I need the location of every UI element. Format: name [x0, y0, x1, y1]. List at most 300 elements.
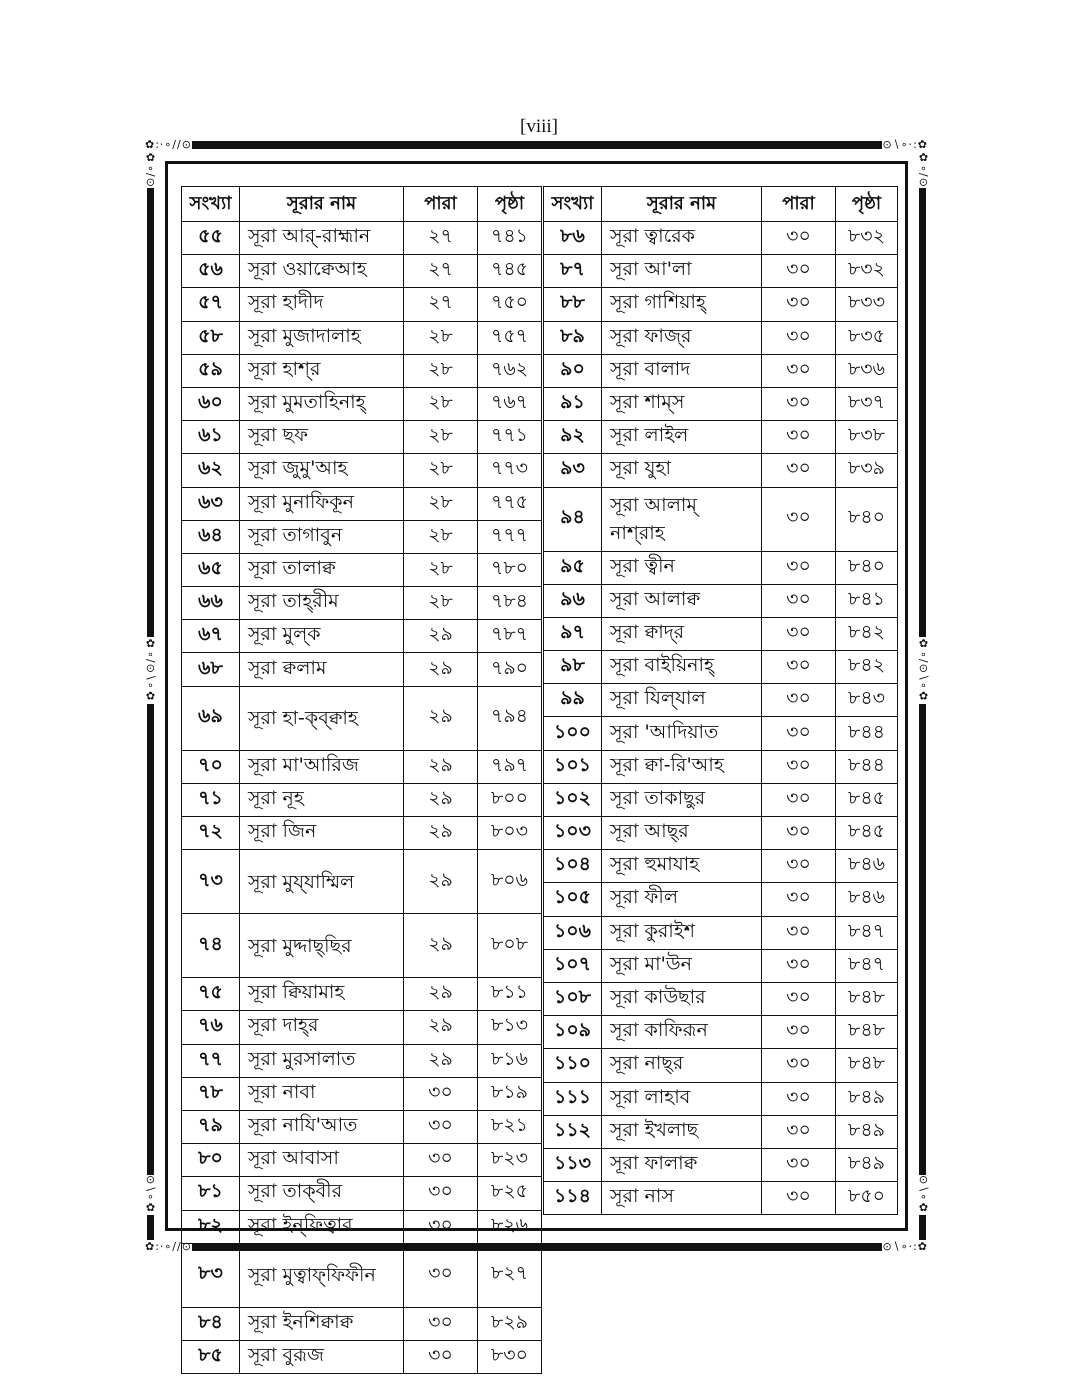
table-row: [544, 783, 898, 816]
table-row: [182, 1110, 542, 1143]
table-row: [182, 354, 542, 387]
surah-name: সূরা ইন্‌ফিত্বার: [240, 1210, 404, 1243]
table-row: [544, 684, 898, 717]
para-number: ২৭: [404, 255, 478, 288]
para-number: ৩০: [762, 717, 836, 750]
table-row: [544, 817, 898, 850]
para-number: ৩০: [762, 387, 836, 420]
para-number: ২৭: [404, 288, 478, 321]
para-number: ৩০: [762, 222, 836, 255]
surah-name: সূরা ত্বারেক: [602, 222, 762, 255]
page-number-cell: ৭৭৭: [478, 520, 542, 553]
table-row: [544, 949, 898, 982]
table-row: [544, 421, 898, 454]
table-row: [182, 587, 542, 620]
para-number: ৩০: [404, 1110, 478, 1143]
para-number: ২৮: [404, 587, 478, 620]
page-number-cell: ৮৪৬: [836, 850, 898, 883]
page-number-cell: ৮১১: [478, 978, 542, 1011]
page-number-cell: ৮২৯: [478, 1307, 542, 1340]
para-number: ৩০: [404, 1177, 478, 1210]
para-number: ৩০: [762, 584, 836, 617]
surah-name: সূরা জুমু'আহ: [240, 454, 404, 487]
table-row: [544, 387, 898, 420]
page-number-cell: ৭৬৭: [478, 387, 542, 420]
header-para: পারা: [762, 187, 836, 222]
surah-name: সূরা মুত্বাফ্‌ফিফীন: [240, 1243, 404, 1307]
surah-number: ৭৮: [182, 1077, 240, 1110]
table-row: [182, 1210, 542, 1243]
surah-name: সূরা মুমতাহিনাহ্: [240, 387, 404, 420]
table-row: [544, 617, 898, 650]
surah-number: ৯১: [544, 387, 602, 420]
surah-number: ৬১: [182, 421, 240, 454]
surah-number: ১১১: [544, 1082, 602, 1115]
para-number: ২৭: [404, 222, 478, 255]
table-row: [544, 850, 898, 883]
surah-name: সূরা ফালাক্ব: [602, 1148, 762, 1181]
surah-name: সূরা তাকাছুর: [602, 783, 762, 816]
para-number: ৩০: [762, 454, 836, 487]
table-row: [182, 1340, 542, 1373]
surah-number: ৬৩: [182, 487, 240, 520]
para-number: ২৯: [404, 686, 478, 750]
surah-number: ৭৪: [182, 914, 240, 978]
table-row: [544, 1182, 898, 1215]
surah-name: সূরা তালাক্ব: [240, 553, 404, 586]
page-number-cell: ৮৪৭: [836, 949, 898, 982]
page-number-cell: ৭৯৪: [478, 686, 542, 750]
surah-table-right: [543, 186, 898, 1215]
surah-name: সূরা তাহ্‌রীম: [240, 587, 404, 620]
page-number-cell: ৮৫০: [836, 1182, 898, 1215]
surah-name: সূরা মুনাফিকূন: [240, 487, 404, 520]
surah-number: ১০৯: [544, 1016, 602, 1049]
surah-name: সূরা দাহ্‌র: [240, 1011, 404, 1044]
page-number-cell: ৮৪৫: [836, 783, 898, 816]
table-row: [544, 717, 898, 750]
para-number: ৩০: [762, 1016, 836, 1049]
page-number-cell: ৮৩৩: [836, 288, 898, 321]
table-row: [182, 1011, 542, 1044]
corner-ornament-icon: ✿:⋅∘∕∕⊙: [145, 1240, 192, 1253]
page-number: [viii]: [520, 116, 558, 137]
surah-name: সূরা আর্-রাহ্মান: [240, 222, 404, 255]
surah-number: ৯৪: [544, 487, 602, 551]
table-row: [544, 1115, 898, 1148]
surah-name: সূরা ইনশিক্বাক্ব: [240, 1307, 404, 1340]
surah-number: ৮১: [182, 1177, 240, 1210]
surah-name: সূরা ক্বলাম: [240, 653, 404, 686]
para-number: ২৮: [404, 321, 478, 354]
header-page: পৃষ্ঠা: [836, 187, 898, 222]
surah-number: ১১৩: [544, 1148, 602, 1181]
surah-number: ৯৮: [544, 651, 602, 684]
surah-number: ৭৫: [182, 978, 240, 1011]
para-number: ৩০: [762, 421, 836, 454]
para-number: ৩০: [762, 1082, 836, 1115]
table-row: [182, 1077, 542, 1110]
surah-name: সূরা যিল্‌যাল: [602, 684, 762, 717]
page-number-cell: ৭৭৫: [478, 487, 542, 520]
para-number: ৩০: [762, 617, 836, 650]
page-number-cell: ৮০৬: [478, 850, 542, 914]
para-number: ৩০: [404, 1210, 478, 1243]
surah-number: ১০২: [544, 783, 602, 816]
page-number-cell: ৭৭৩: [478, 454, 542, 487]
table-row: [182, 288, 542, 321]
surah-name: সূরা মুদ্দাছ্‌ছির: [240, 914, 404, 978]
para-number: ৩০: [762, 982, 836, 1015]
page-number-cell: ৭৮০: [478, 553, 542, 586]
side-ornament-icon: ✿∘∕⊙: [917, 151, 930, 188]
para-number: ৩০: [762, 487, 836, 551]
surah-number: ৮০: [182, 1144, 240, 1177]
table-row: [544, 255, 898, 288]
surah-name: সূরা 'আদিয়াত: [602, 717, 762, 750]
page-number-cell: ৮০০: [478, 783, 542, 816]
para-number: ৩০: [762, 288, 836, 321]
page-number-cell: ৮০৮: [478, 914, 542, 978]
side-ornament-icon: ⊙∖∘✿: [144, 1174, 157, 1215]
corner-ornament-icon: ⊙∖∘⋅:✿: [882, 138, 928, 151]
table-row: [544, 1049, 898, 1082]
para-number: ৩০: [762, 1182, 836, 1215]
table-row: [182, 553, 542, 586]
surah-name: সূরা মা'উন: [602, 949, 762, 982]
page-number-cell: ৭৪১: [478, 222, 542, 255]
side-ornament-icon: ✿∘∕⊙∖∘✿: [917, 637, 930, 704]
para-number: ৩০: [762, 321, 836, 354]
surah-name: সূরা হুমাযাহ: [602, 850, 762, 883]
table-row: [182, 520, 542, 553]
table-row: [182, 487, 542, 520]
page-number-cell: ৭৭১: [478, 421, 542, 454]
page-number-cell: ৮৪২: [836, 617, 898, 650]
para-number: ৩০: [762, 651, 836, 684]
table-row: [544, 222, 898, 255]
surah-number: ৮২: [182, 1210, 240, 1243]
para-number: ৩০: [762, 1148, 836, 1181]
page-number-cell: ৭৯৭: [478, 750, 542, 783]
surah-name: সূরা মুয্‌যাম্মিল: [240, 850, 404, 914]
table-row: [182, 620, 542, 653]
para-number: ২৮: [404, 553, 478, 586]
surah-number: ৬০: [182, 387, 240, 420]
surah-name: সূরা ফাজ্‌র: [602, 321, 762, 354]
para-number: ৩০: [762, 354, 836, 387]
para-number: ৩০: [762, 817, 836, 850]
table-row: [182, 1307, 542, 1340]
page-number-cell: ৮২৫: [478, 1177, 542, 1210]
table-row: [544, 916, 898, 949]
page-number-cell: ৮৪৬: [836, 883, 898, 916]
table-row: [544, 551, 898, 584]
para-number: ২৯: [404, 1044, 478, 1077]
table-row: [182, 1177, 542, 1210]
para-number: ২৯: [404, 914, 478, 978]
para-number: ৩০: [762, 1115, 836, 1148]
para-number: ২৯: [404, 783, 478, 816]
page-number-cell: ৮৪৪: [836, 750, 898, 783]
table-row: [182, 978, 542, 1011]
surah-name: সূরা মুজাদালাহ: [240, 321, 404, 354]
surah-number: ১০০: [544, 717, 602, 750]
table-row: [544, 651, 898, 684]
surah-name: সূরা আলাক্ব: [602, 584, 762, 617]
surah-name: সূরা নাযি'আত: [240, 1110, 404, 1143]
surah-name: সূরা তাগাবুন: [240, 520, 404, 553]
surah-number: ১১০: [544, 1049, 602, 1082]
page-number-cell: ৮১৩: [478, 1011, 542, 1044]
surah-name: সূরা নূহ: [240, 783, 404, 816]
page-number-cell: ৮২৭: [478, 1243, 542, 1307]
surah-number: ৯৫: [544, 551, 602, 584]
surah-number: ৫৯: [182, 354, 240, 387]
surah-number: ৯৩: [544, 454, 602, 487]
surah-name: সূরা আবাসা: [240, 1144, 404, 1177]
page-number-cell: ৮১৯: [478, 1077, 542, 1110]
table-row: [182, 783, 542, 816]
table-row: [182, 1044, 542, 1077]
header-number: সংখ্যা: [182, 187, 240, 222]
page-number-cell: ৮৪০: [836, 487, 898, 551]
side-ornament-icon: ✿∘∕⊙∖∘✿: [144, 637, 157, 704]
surah-name: সূরা বালাদ: [602, 354, 762, 387]
surah-number: ৯০: [544, 354, 602, 387]
table-row: [544, 1082, 898, 1115]
table-row: [182, 454, 542, 487]
para-number: ৩০: [404, 1340, 478, 1373]
surah-number: ৯২: [544, 421, 602, 454]
page-number-cell: ৮৪২: [836, 651, 898, 684]
surah-name: সূরা মা'আরিজ: [240, 750, 404, 783]
table-row: [182, 817, 542, 850]
page-number-cell: ৮৪৭: [836, 916, 898, 949]
para-number: ২৮: [404, 520, 478, 553]
table-row: [544, 487, 898, 551]
table-header: [544, 187, 898, 222]
surah-name: সূরা জিন: [240, 817, 404, 850]
surah-number: ৬৬: [182, 587, 240, 620]
page-number-cell: ৮৩২: [836, 222, 898, 255]
header-number: সংখ্যা: [544, 187, 602, 222]
surah-name: সূরা কাউছার: [602, 982, 762, 1015]
page-number-cell: ৮৩৯: [836, 454, 898, 487]
table-row: [182, 850, 542, 914]
surah-number: ৭৬: [182, 1011, 240, 1044]
table-row: [182, 421, 542, 454]
surah-name: সূরা গাশিয়াহ্: [602, 288, 762, 321]
content-box: [165, 161, 908, 1366]
surah-name: সূরা ত্বীন: [602, 551, 762, 584]
side-ornament-icon: ✿∘∕⊙: [144, 151, 157, 188]
page-number-cell: ৮৪৮: [836, 982, 898, 1015]
para-number: ২৯: [404, 1011, 478, 1044]
page-number-cell: ৮৪৮: [836, 1016, 898, 1049]
table-row: [182, 1144, 542, 1177]
surah-name: সূরা কাফিরূন: [602, 1016, 762, 1049]
surah-number: ১০৪: [544, 850, 602, 883]
surah-number: ৯৯: [544, 684, 602, 717]
para-number: ৩০: [762, 783, 836, 816]
para-number: ৩০: [762, 883, 836, 916]
surah-name: সূরা হাশ্‌র: [240, 354, 404, 387]
surah-number: ৮৭: [544, 255, 602, 288]
table-row: [182, 750, 542, 783]
surah-number: ১০১: [544, 750, 602, 783]
table-row: [182, 321, 542, 354]
para-number: ২৯: [404, 620, 478, 653]
table-row: [544, 1148, 898, 1181]
surah-number: ১০৭: [544, 949, 602, 982]
page-number-cell: ৮৪৯: [836, 1148, 898, 1181]
surah-name: সূরা বুরূজ: [240, 1340, 404, 1373]
surah-name: সূরা ক্বাদ্‌র: [602, 617, 762, 650]
surah-number: ৮৮: [544, 288, 602, 321]
surah-name: সূরা আ'লা: [602, 255, 762, 288]
table-row: [544, 883, 898, 916]
page-number-cell: ৮৪৯: [836, 1115, 898, 1148]
table-row: [182, 1243, 542, 1307]
surah-number: ৬৪: [182, 520, 240, 553]
surah-name: সূরা ইখলাছ: [602, 1115, 762, 1148]
para-number: ৩০: [762, 255, 836, 288]
table-row: [544, 288, 898, 321]
para-number: ৩০: [762, 850, 836, 883]
surah-number: ৬৭: [182, 620, 240, 653]
surah-number: ৫৭: [182, 288, 240, 321]
surah-name: সূরা লাহাব: [602, 1082, 762, 1115]
table-row: [544, 750, 898, 783]
page-number-cell: ৮৩৫: [836, 321, 898, 354]
surah-table-left: [181, 186, 542, 1374]
surah-number: ১০৫: [544, 883, 602, 916]
surah-name: সূরা কুরাইশ: [602, 916, 762, 949]
surah-number: ৬২: [182, 454, 240, 487]
surah-number: ৯৭: [544, 617, 602, 650]
page-number-cell: ৮৪৮: [836, 1049, 898, 1082]
para-number: ২৮: [404, 421, 478, 454]
table-row: [182, 653, 542, 686]
table-row: [544, 321, 898, 354]
para-number: ৩০: [762, 684, 836, 717]
para-number: ২৯: [404, 653, 478, 686]
surah-name: সূরা ওয়াক্বেআহ: [240, 255, 404, 288]
page-number-cell: ৮১৬: [478, 1044, 542, 1077]
surah-name: সূরা আছ্‌র: [602, 817, 762, 850]
page-number-cell: ৮৪০: [836, 551, 898, 584]
para-number: ৩০: [762, 1049, 836, 1082]
surah-number: ৫৬: [182, 255, 240, 288]
surah-name: সূরা ছফ: [240, 421, 404, 454]
table-row: [182, 255, 542, 288]
page-number-cell: ৮৩৭: [836, 387, 898, 420]
surah-number: ৭১: [182, 783, 240, 816]
border-top-bar: [153, 141, 920, 149]
surah-name: সূরা বাইয়িনাহ্: [602, 651, 762, 684]
header-page: পৃষ্ঠা: [478, 187, 542, 222]
surah-number: ৮৪: [182, 1307, 240, 1340]
surah-name: সূরা ফীল: [602, 883, 762, 916]
surah-name: সূরা ক্বিয়ামাহ: [240, 978, 404, 1011]
surah-number: ১০৮: [544, 982, 602, 1015]
ornamental-border: [143, 137, 930, 1366]
page-number-cell: ৮৩৬: [836, 354, 898, 387]
para-number: ৩০: [404, 1307, 478, 1340]
para-number: ৩০: [762, 949, 836, 982]
page-number-cell: ৭৪৫: [478, 255, 542, 288]
page-number-cell: ৮৪৩: [836, 684, 898, 717]
para-number: ৩০: [762, 750, 836, 783]
table-row: [182, 387, 542, 420]
corner-ornament-icon: ⊙∖∘⋅:✿: [882, 1240, 928, 1253]
surah-number: ৬৫: [182, 553, 240, 586]
surah-number: ৭০: [182, 750, 240, 783]
surah-name: সূরা মুল্‌ক: [240, 620, 404, 653]
table-row: [182, 686, 542, 750]
page-number-cell: ৭৯০: [478, 653, 542, 686]
page-number-cell: ৭৫৭: [478, 321, 542, 354]
surah-name: সূরা নাস: [602, 1182, 762, 1215]
page-number-cell: ৮২৬: [478, 1210, 542, 1243]
table-row: [544, 584, 898, 617]
para-number: ২৯: [404, 750, 478, 783]
page-number-cell: ৭৮৭: [478, 620, 542, 653]
page-number-cell: ৮৪৪: [836, 717, 898, 750]
page-number-cell: ৮৪৫: [836, 817, 898, 850]
para-number: ২৮: [404, 487, 478, 520]
para-number: ২৮: [404, 454, 478, 487]
surah-number: ৬৮: [182, 653, 240, 686]
table-row: [182, 914, 542, 978]
surah-number: ৮৩: [182, 1243, 240, 1307]
surah-number: ৮৫: [182, 1340, 240, 1373]
table-row: [544, 454, 898, 487]
surah-number: ৭৭: [182, 1044, 240, 1077]
para-number: ৩০: [404, 1144, 478, 1177]
corner-ornament-icon: ✿:⋅∘∕∕⊙: [145, 138, 192, 151]
surah-name: সূরা তাক্‌বীর: [240, 1177, 404, 1210]
surah-number: ৫৫: [182, 222, 240, 255]
surah-number: ৯৬: [544, 584, 602, 617]
table-row: [544, 1016, 898, 1049]
header-para: পারা: [404, 187, 478, 222]
header-name: সূরার নাম: [602, 187, 762, 222]
surah-number: ১১৪: [544, 1182, 602, 1215]
para-number: ৩০: [404, 1077, 478, 1110]
table-row: [544, 982, 898, 1015]
surah-name: সূরা শাম্‌স: [602, 387, 762, 420]
surah-number: ৬৯: [182, 686, 240, 750]
header-name: সূরার নাম: [240, 187, 404, 222]
surah-number: ১১২: [544, 1115, 602, 1148]
surah-number: ৮৯: [544, 321, 602, 354]
surah-name: সূরা ক্বা-রি'আহ: [602, 750, 762, 783]
para-number: ২৯: [404, 978, 478, 1011]
surah-name: সূরা হা-ক্ব্ক্বাহ: [240, 686, 404, 750]
surah-number: ৫৮: [182, 321, 240, 354]
surah-name: সূরা যুহা: [602, 454, 762, 487]
surah-name: সূরা নাছ্‌র: [602, 1049, 762, 1082]
surah-name: সূরা নাবা: [240, 1077, 404, 1110]
surah-number: ৭৩: [182, 850, 240, 914]
table-row: [182, 222, 542, 255]
surah-name: সূরা লাইল: [602, 421, 762, 454]
para-number: ২৮: [404, 387, 478, 420]
surah-number: ৭২: [182, 817, 240, 850]
table-row: [544, 354, 898, 387]
